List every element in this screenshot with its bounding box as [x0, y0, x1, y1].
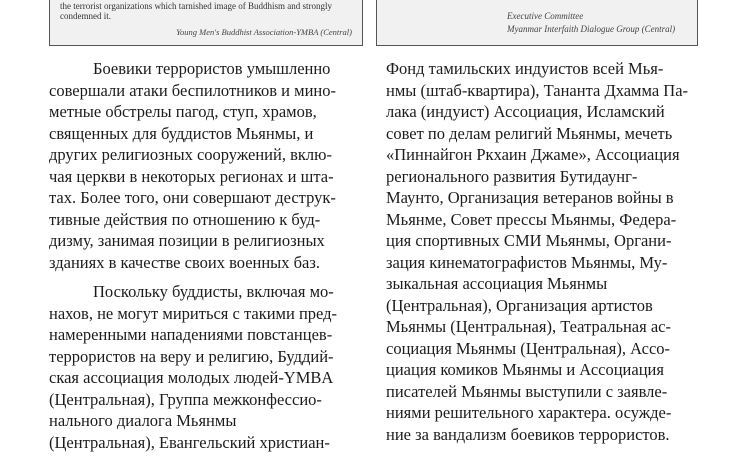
signature-line: Executive Committee [507, 11, 584, 21]
statement-line: the terrorist organizations which tarnished image of Buddhism and strongly [60, 1, 333, 11]
statement-excerpt [60, 1, 350, 21]
text-line: намеренными нападениями повстанцев- [49, 325, 333, 344]
text-line: тивные действия по отношению к буд- [49, 209, 321, 229]
text-line: регионального развития Бутидаунг- [386, 166, 638, 186]
text-line: Боевики террористов умышленно [93, 59, 331, 78]
ymba-signature: Young Men's Buddhist Association-YMBA (Central) [176, 27, 352, 37]
text-line: зыкальная ассоциация Мьянмы [386, 274, 608, 293]
text-line: социация Мьянмы (Центральная), Ассо- [386, 338, 671, 358]
text-line: лака (индуист) Ассоциация, Исламский [386, 102, 665, 121]
text-line: ская ассоциация молодых людей-YMBA [49, 368, 334, 387]
text-line: Маунто, Организация ветеранов войны в [386, 188, 674, 207]
text-line: метные обстрелы пагод, ступ, храмов, [49, 102, 317, 121]
text-line: циация комиков Мьянмы и Ассоциация [386, 360, 664, 379]
text-line: ция спортивных СМИ Мьянмы, Органи- [386, 231, 672, 250]
text-line: дизму, занимая позиции в религиозных [49, 231, 325, 250]
text-line: чая церкви в некоторых регионах и шта- [49, 166, 334, 186]
text-line: ниями решительного характера. осужде- [386, 403, 672, 422]
text-line: (Центральная), Организация артистов [386, 295, 653, 315]
statement-line: condemned it. [60, 11, 111, 21]
text-line: тах. Более того, они совершают деструк- [49, 188, 336, 207]
text-line: (Центральная), Группа межконфессио- [49, 389, 322, 409]
text-line: зданиях в качестве своих военных баз. [49, 252, 321, 272]
text-line: «Пиннайгон Ркхаин Джаме», Ассоциация [386, 145, 680, 164]
paragraph-2 [49, 281, 362, 453]
left-column [49, 58, 362, 453]
paragraph-gap [49, 273, 362, 281]
text-line: ние за вандализм боевиков террористов. [386, 424, 670, 444]
text-line: писателей Мьянмы выступили с заявле- [386, 381, 668, 401]
text-line: нмы (штаб-квартира), Тананта Дхамма Па- [386, 80, 689, 100]
text-line: нального диалога Мьянмы [49, 411, 237, 430]
text-line: Мьянме, Совет прессы Мьянмы, Федера- [386, 209, 677, 229]
text-line: террористов на веру и религию, Буддий- [49, 346, 334, 366]
text-line: совет по делам религий Мьянмы, мечеть [386, 123, 673, 143]
text-line: священных для буддистов Мьянмы, и [49, 123, 314, 143]
paragraph-1 [49, 58, 362, 273]
top-right-statement-box [376, 0, 698, 46]
text-line: (Центральная), Евангельский христиан- [49, 432, 330, 452]
interfaith-signature [507, 10, 675, 36]
text-line: других религиозных сооружений, вклю- [49, 145, 332, 164]
text-line: Поскольку буддисты, включая мо- [93, 282, 334, 301]
text-line: Мьянмы (Центральная), Театральная ас- [386, 317, 671, 336]
top-left-statement-box [49, 0, 363, 46]
text-line: Фонд тамильских индуистов всей Мья- [386, 59, 664, 78]
right-column [386, 58, 700, 445]
signature-line: Myanmar Interfaith Dialogue Group (Central) [507, 24, 676, 34]
text-line: зация кинематографистов Мьянмы, Му- [386, 252, 668, 272]
text-line: совершали атаки беспилотников и мино- [49, 80, 336, 100]
text-line: нахов, не могут мириться с такими пред- [49, 303, 338, 323]
